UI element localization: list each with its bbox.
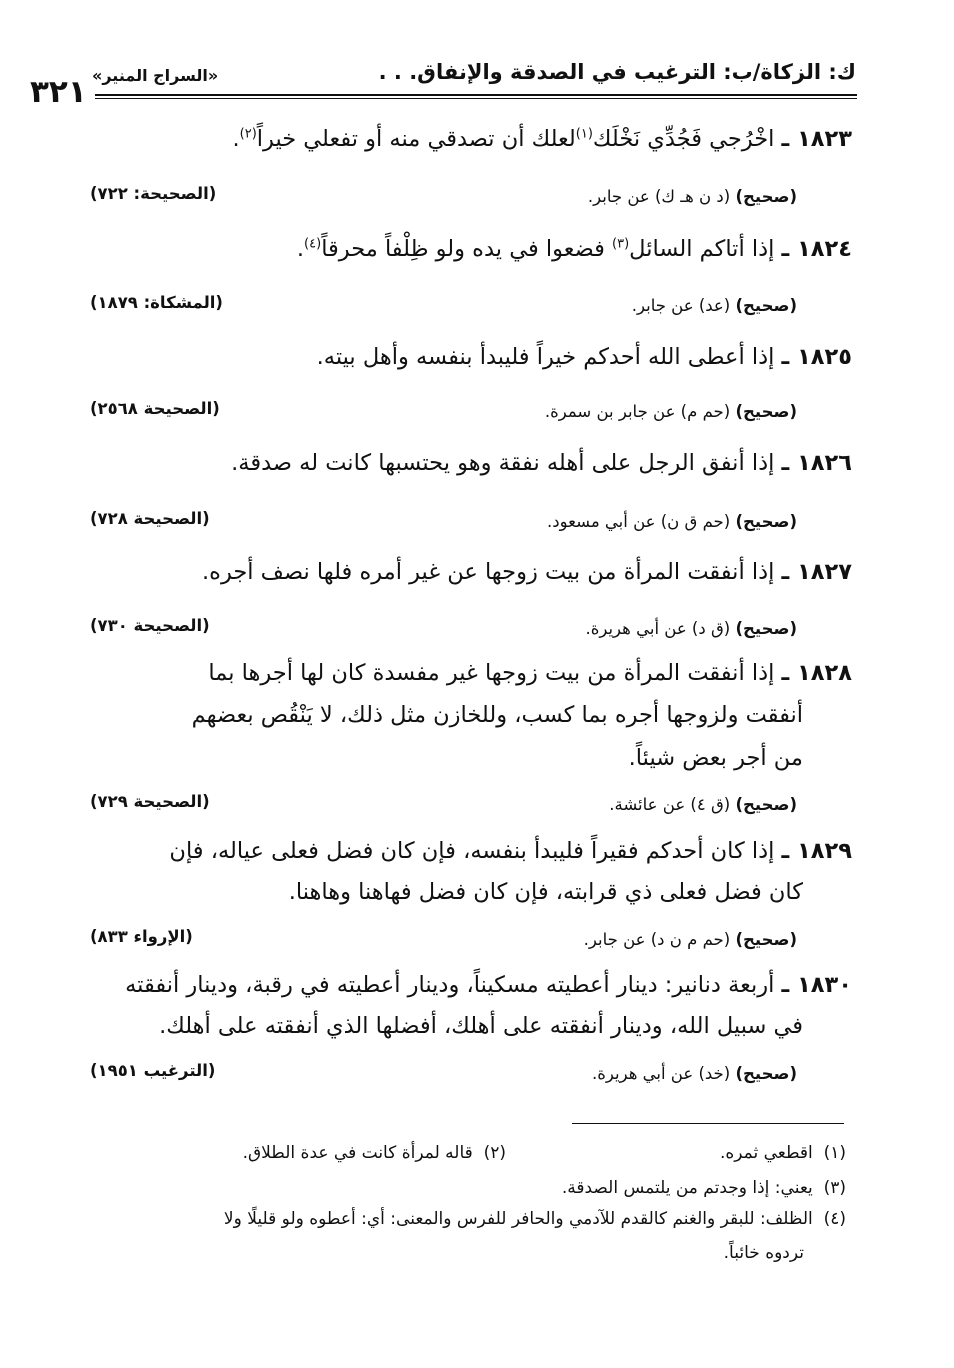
hadith-1823-ref: (الصحيحة: ٧٢٢) (90, 184, 217, 203)
footnote-text: قاله لمرأة كانت في عدة الطلاق. (242, 1143, 473, 1163)
hadith-number: ١٨٢٧ ـ (781, 559, 852, 585)
hadith-1829-line-2: كان فضل فعلى ذي قرابته، فإن كان فضل فهاهنا وهاهنا. (288, 879, 803, 905)
hadith-1825-ref: (الصحيحة ٢٥٦٨) (90, 399, 220, 418)
hadith-1828-ref: (الصحيحة ٧٢٩) (90, 792, 210, 811)
hadith-number: ١٨٢٨ ـ (781, 660, 852, 686)
sources: (ق ٤) عن عائشة. (609, 795, 731, 814)
hadith-1830-line-2: في سبيل الله، ودينار أنفقته على أهلك، أفضلها الذي أنفقته على أهلك. (159, 1013, 803, 1039)
hadith-text: لعلك أن تصدقي منه أو تفعلي خيراً (256, 126, 576, 152)
footnote-marker: (٤) (304, 236, 322, 252)
sources: (د ن هـ ك) عن جابر. (587, 187, 731, 206)
hadith-text: إذا كان أحدكم فقيراً فليبدأ بنفسه، فإن كان فضل فعلى عياله، فإن (169, 838, 775, 864)
hadith-1824-ref: (المشكاة: ١٨٧٩) (90, 293, 223, 312)
hadith-text: إذا أنفقت المرأة من بيت زوجها غير مفسدة كان لها أجرها بما (208, 660, 775, 686)
hadith-1828-line-3: من أجر بعض شيئاً. (628, 745, 803, 771)
hadith-1828-line-2: أنفقت ولزوجها أجره بما كسب، وللخازن مثل ذلك، لا يَنْقُص بعضهم (191, 702, 803, 728)
footnote-mark: (٤) (823, 1209, 846, 1229)
hadith-text: أربعة دنانير: دينار أعطيته مسكيناً، ودينار أعطيته في رقبة، ودينار أنفقته (125, 972, 775, 998)
grade-label: (صحيح) (735, 619, 797, 638)
hadith-number: ١٨٢٣ ـ (781, 126, 852, 152)
hadith-1828-line-1 (208, 660, 852, 686)
hadith-number: ١٨٣٠ ـ (781, 972, 852, 998)
grade-label: (صحيح) (735, 402, 797, 421)
footnote-3 (562, 1178, 846, 1198)
hadith-1824-grade (632, 296, 797, 315)
sources: (حم م) عن جابر بن سمرة. (544, 402, 731, 421)
footnote-text: يعني: إذا وجدتم من يلتمس الصدقة. (561, 1178, 813, 1198)
hadith-text: فضعوا في يده ولو ظِلْفاً محرقاً (321, 236, 605, 262)
footnote-1 (720, 1143, 846, 1163)
footnote-mark: (٢) (483, 1143, 506, 1163)
hadith-1826-ref: (الصحيحة ٧٢٨) (90, 509, 210, 528)
hadith-text: . (232, 126, 240, 152)
footnote-marker: (٣) (612, 236, 630, 252)
footnote-2 (243, 1143, 506, 1163)
series-title: «السراج المنير» (92, 66, 219, 85)
footnote-4 (224, 1209, 846, 1229)
sources: (حم م ن د) عن جابر. (583, 930, 731, 949)
header-rule (95, 94, 857, 96)
grade-label: (صحيح) (735, 512, 797, 531)
hadith-1829-ref: (الإرواء ٨٣٣) (90, 927, 193, 946)
footnote-text: الظلف: للبقر والغنم كالقدم للآدمي والحافر للفرس والمعنى: أي: أعطوه ولو قليلًا ولا (223, 1209, 813, 1229)
footnote-rule (572, 1123, 844, 1124)
footnote-mark: (٣) (823, 1178, 846, 1198)
hadith-1830-grade (592, 1064, 797, 1083)
grade-label: (صحيح) (735, 187, 797, 206)
hadith-1829-line-1 (169, 838, 852, 864)
hadith-1825-line-1 (317, 344, 852, 370)
hadith-text: إذا أتاكم السائل (629, 236, 775, 262)
footnote-4-continued: تردوه خائباً. (723, 1243, 804, 1263)
hadith-1825-grade (545, 402, 797, 421)
hadith-1829-grade (584, 930, 797, 949)
hadith-number: ١٨٢٤ ـ (781, 236, 852, 262)
hadith-number: ١٨٢٦ ـ (781, 450, 852, 476)
footnote-marker: (١) (575, 126, 593, 142)
hadith-number: ١٨٢٩ ـ (781, 838, 852, 864)
footnote-mark: (١) (823, 1143, 846, 1163)
hadith-text: إذا أنفقت المرأة من بيت زوجها عن غير أمره فلها نصف أجره. (202, 559, 775, 585)
hadith-text: اخْرُجي فَجُدِّي نَخْلَك (592, 126, 775, 152)
hadith-1827-grade (585, 619, 797, 638)
header-rule-thin (95, 98, 857, 99)
grade-label: (صحيح) (735, 795, 797, 814)
hadith-1830-ref: (الترغيب ١٩٥١) (90, 1061, 216, 1080)
hadith-1826-grade (547, 512, 797, 531)
hadith-text: إذا أعطى الله أحدكم خيراً فليبدأ بنفسه وأهل بيته. (316, 344, 775, 370)
hadith-text: . (296, 236, 305, 262)
sources: (حم ق ن) عن أبي مسعود. (547, 512, 731, 531)
footnote-text: اقطعي ثمره. (719, 1143, 813, 1163)
hadith-1823-line-1 (232, 126, 852, 152)
hadith-1830-line-1 (125, 972, 852, 998)
footnote-marker: (٢) (239, 126, 257, 142)
sources: (عد) عن جابر. (631, 296, 731, 315)
hadith-1828-grade (609, 795, 797, 814)
hadith-text: إذا أنفق الرجل على أهله نفقة وهو يحتسبها كانت له صدقة. (231, 450, 775, 476)
hadith-1823-grade (588, 187, 797, 206)
hadith-1826-line-1 (231, 450, 852, 476)
grade-label: (صحيح) (735, 930, 797, 949)
grade-label: (صحيح) (735, 296, 797, 315)
hadith-1827-ref: (الصحيحة ٧٣٠) (90, 616, 210, 635)
hadith-1824-line-1 (297, 236, 852, 262)
sources: (خد) عن أبي هريرة. (592, 1064, 731, 1083)
grade-label: (صحيح) (735, 1064, 797, 1083)
page-number: ٣٢١ (30, 74, 87, 110)
hadith-1827-line-1 (202, 559, 852, 585)
chapter-title: ك: الزكاة/ب: الترغيب في الصدقة والإنفاق. . . (378, 60, 856, 84)
hadith-number: ١٨٢٥ ـ (781, 344, 852, 370)
sources: (ق د) عن أبي هريرة. (585, 619, 731, 638)
